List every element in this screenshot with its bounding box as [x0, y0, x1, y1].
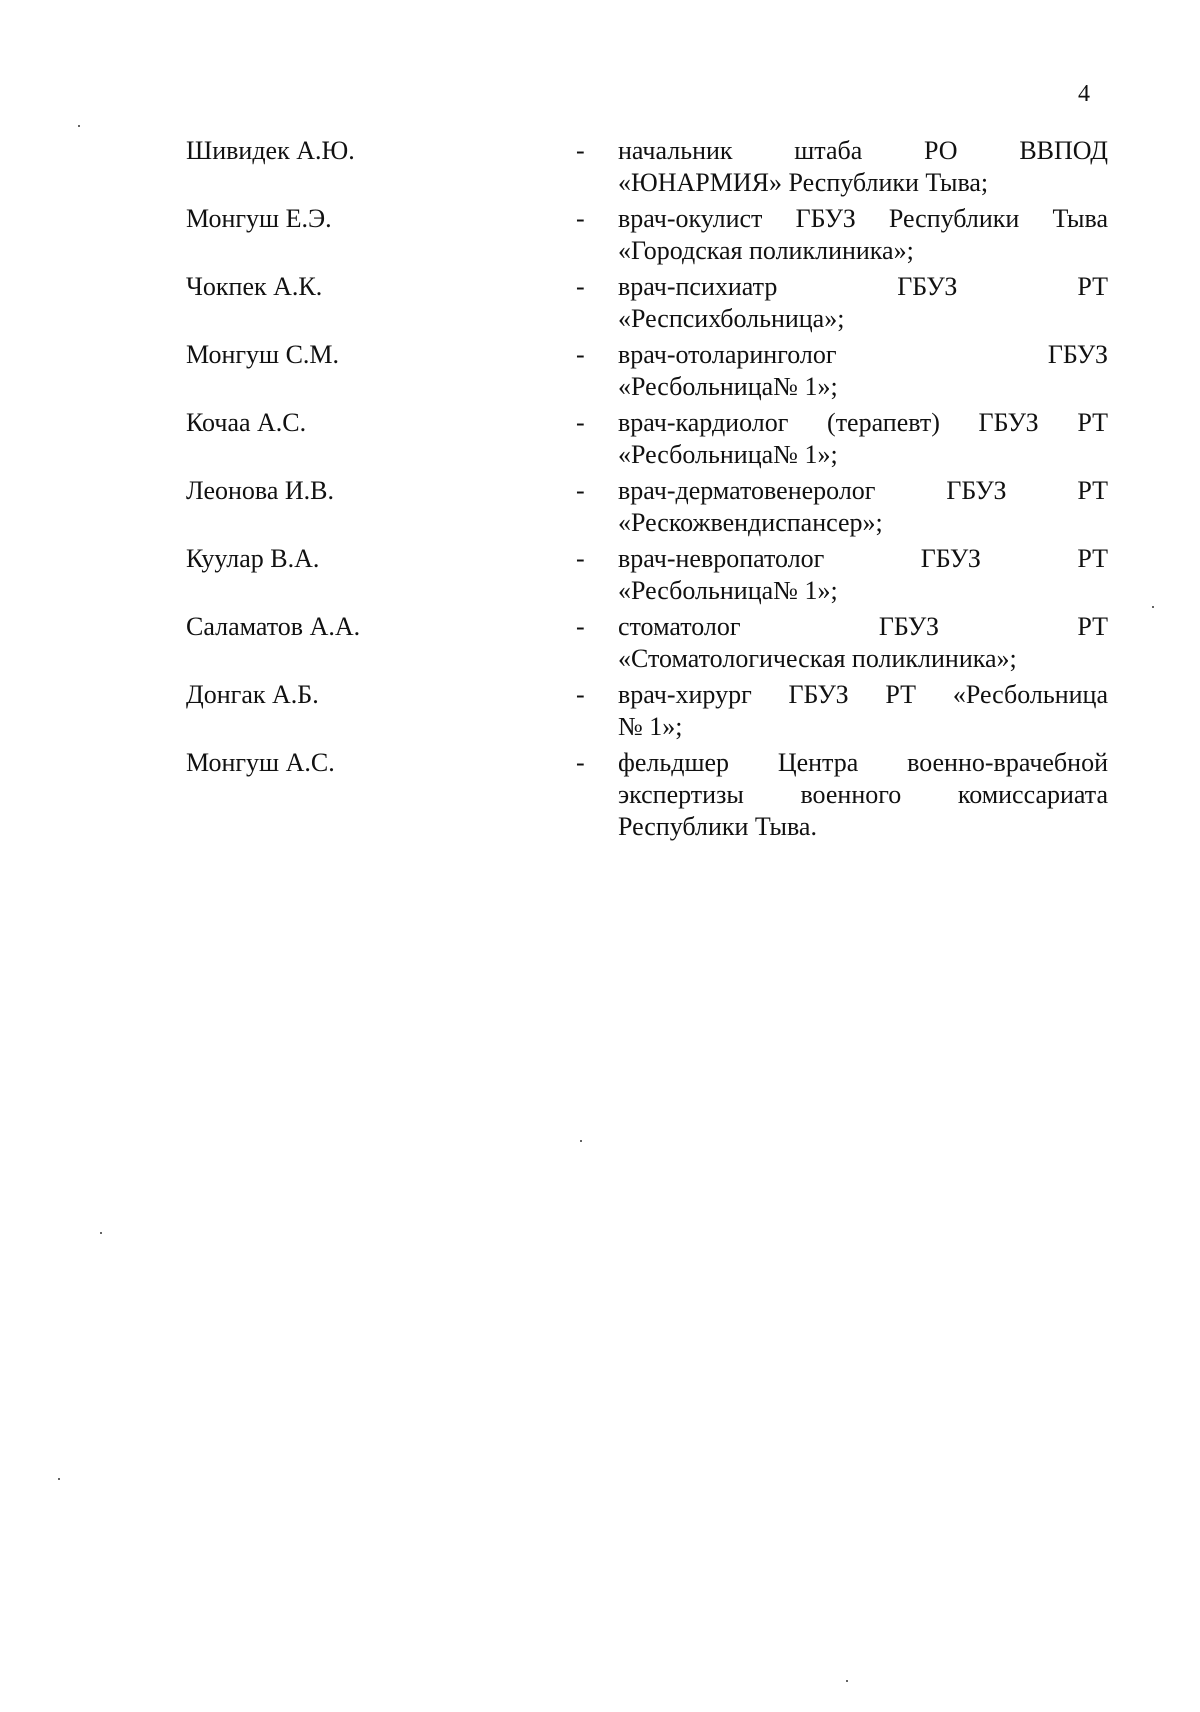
role-line: «Ресбольница№ 1»; [618, 372, 838, 401]
role-line: врач-окулист ГБУЗ Республики Тыва [618, 204, 1108, 233]
list-item [186, 747, 1108, 843]
member-name: Монгуш С.М. [186, 340, 340, 369]
member-role [618, 475, 1108, 539]
role-line: «Рескожвендиспансер»; [618, 508, 883, 537]
role-line: начальник штаба РО ВВПОД [618, 136, 1108, 165]
role-line: фельдшер Центра военно-врачебной [618, 748, 1108, 777]
member-role [618, 543, 1108, 607]
role-line: стоматолог ГБУЗ РТ [618, 612, 1108, 641]
role-line: «Городская поликлиника»; [618, 236, 914, 265]
list-item [186, 135, 1108, 199]
scan-speck [58, 1478, 60, 1480]
role-line: врач-невропатолог ГБУЗ РТ [618, 544, 1108, 573]
dash-separator: - [576, 680, 585, 709]
role-line: врач-дерматовенеролог ГБУЗ РТ [618, 476, 1108, 505]
member-role [618, 203, 1108, 267]
list-item [186, 407, 1108, 471]
role-line: № 1»; [618, 712, 683, 741]
dash-separator: - [576, 340, 585, 369]
dash-separator: - [576, 204, 585, 233]
list-item [186, 203, 1108, 267]
dash-separator: - [576, 612, 585, 641]
dash-separator: - [576, 748, 585, 777]
page-number: 4 [1078, 81, 1090, 107]
role-line: «Стоматологическая поликлиника»; [618, 644, 1017, 673]
scan-speck [846, 1680, 848, 1682]
list-item [186, 611, 1108, 675]
role-line: Республики Тыва. [618, 812, 817, 841]
member-name: Саламатов А.А. [186, 612, 361, 641]
member-role [618, 339, 1108, 403]
list-item [186, 679, 1108, 743]
role-line: экспертизы военного комиссариата [618, 780, 1108, 809]
dash-separator: - [576, 272, 585, 301]
member-name: Кочаа А.С. [186, 408, 307, 437]
member-role [618, 679, 1108, 743]
member-role [618, 747, 1108, 843]
role-line: врач-отоларинголог ГБУЗ [618, 340, 1108, 369]
role-line: врач-психиатр ГБУЗ РТ [618, 272, 1108, 301]
member-name: Леонова И.В. [186, 476, 335, 505]
dash-separator: - [576, 408, 585, 437]
dash-separator: - [576, 544, 585, 573]
member-name: Монгуш Е.Э. [186, 204, 332, 233]
role-line: «Ресбольница№ 1»; [618, 576, 838, 605]
role-line: врач-кардиолог (терапевт) ГБУЗ РТ [618, 408, 1108, 437]
dash-separator: - [576, 476, 585, 505]
role-line: «Ресбольница№ 1»; [618, 440, 838, 469]
role-line: «Респсихбольница»; [618, 304, 845, 333]
list-item [186, 271, 1108, 335]
member-role [618, 611, 1108, 675]
member-name: Шивидек А.Ю. [186, 136, 355, 165]
member-role [618, 407, 1108, 471]
dash-separator: - [576, 136, 585, 165]
member-name: Куулар В.А. [186, 544, 320, 573]
list-item [186, 475, 1108, 539]
scan-speck [78, 125, 80, 127]
role-line: «ЮНАРМИЯ» Республики Тыва; [618, 168, 989, 197]
commission-member-list [186, 135, 1108, 843]
member-name: Чокпек А.К. [186, 272, 323, 301]
scan-speck [1152, 606, 1154, 608]
role-line: врач-хирург ГБУЗ РТ «Ресбольница [618, 680, 1108, 709]
list-item [186, 339, 1108, 403]
member-role [618, 271, 1108, 335]
list-item [186, 543, 1108, 607]
member-name: Донгак А.Б. [186, 680, 319, 709]
scan-speck [100, 1232, 102, 1234]
member-role [618, 135, 1108, 199]
member-name: Монгуш А.С. [186, 748, 335, 777]
scan-speck [580, 1140, 582, 1142]
